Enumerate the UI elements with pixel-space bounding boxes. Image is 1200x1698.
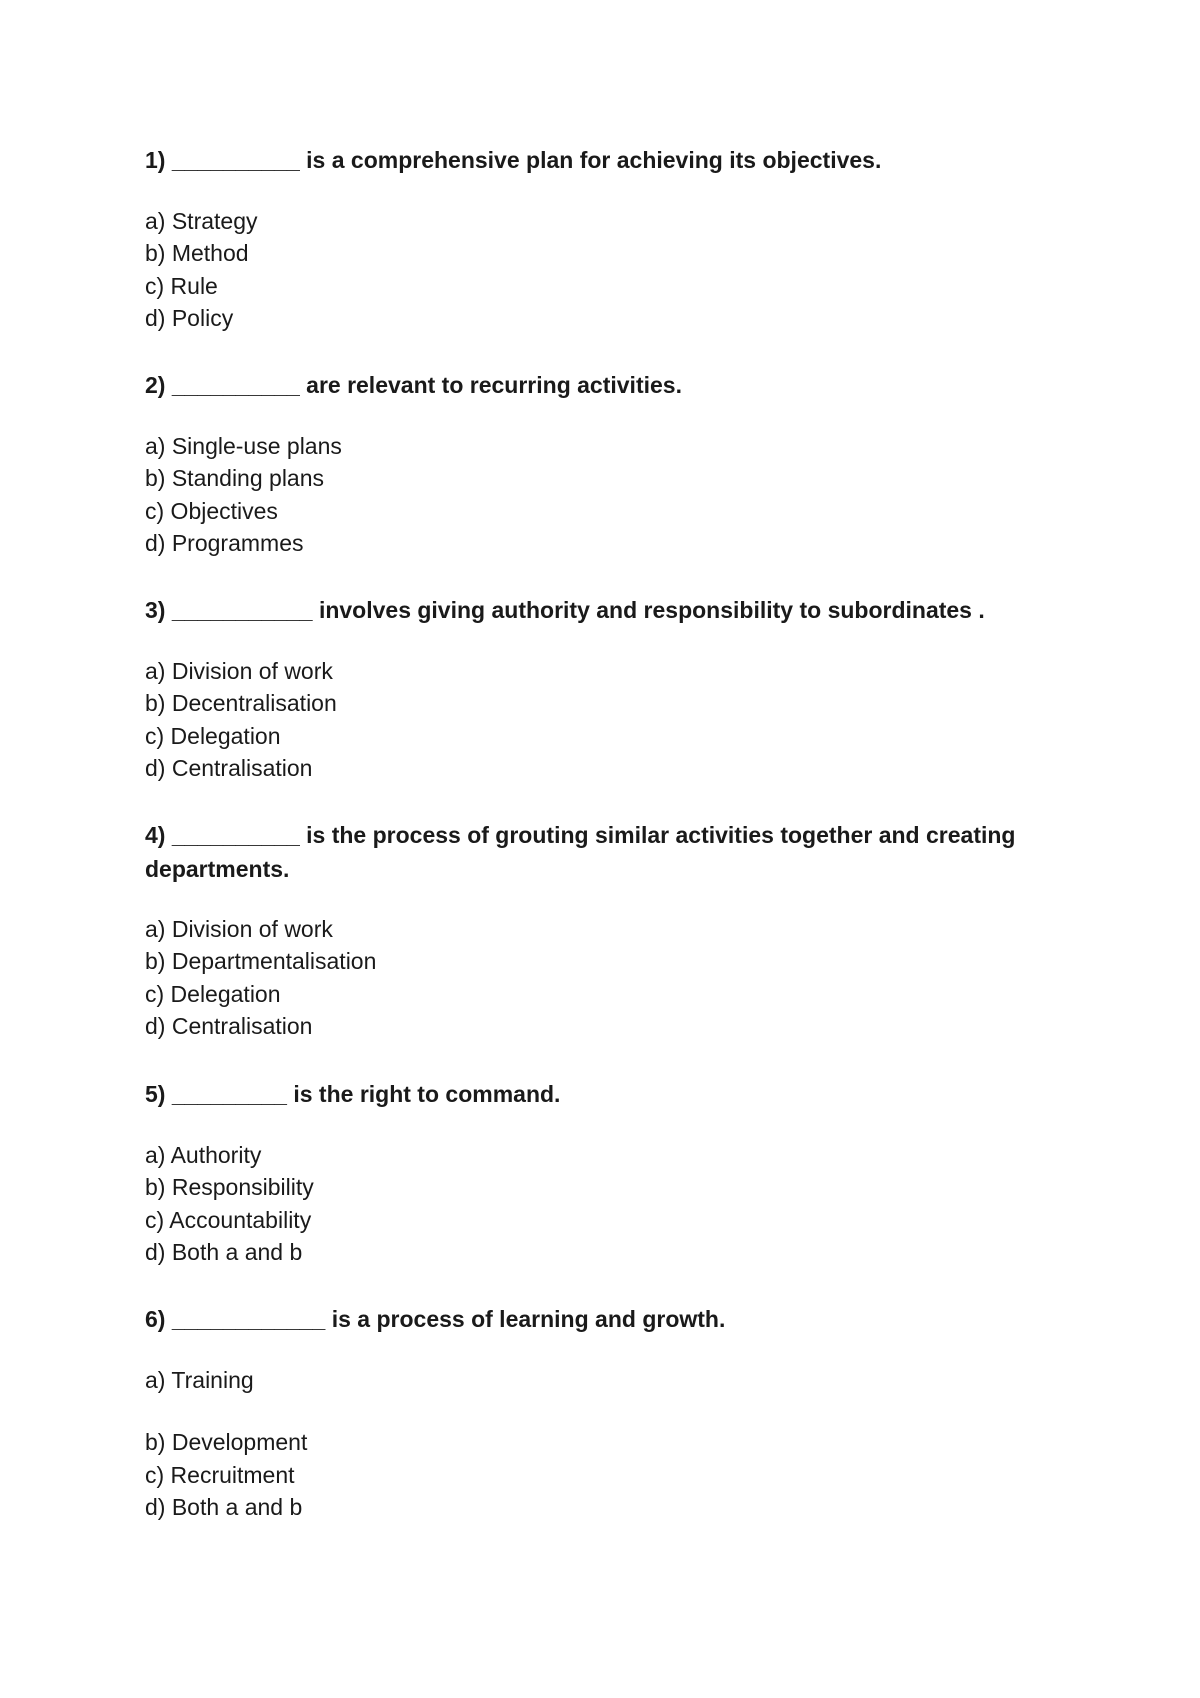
question-5: [145, 1077, 1065, 1265]
options-list: [145, 1139, 314, 1268]
option-a: a) Training: [145, 1367, 254, 1393]
options-list: [145, 205, 258, 334]
option-d: d) Centralisation: [145, 754, 313, 781]
option-a: a) Single-use plans: [145, 433, 342, 459]
option-d: d) Both a and b: [145, 1238, 303, 1265]
option-a: a) Authority: [145, 1142, 262, 1168]
option-a: a) Strategy: [145, 208, 258, 234]
option-a: a) Division of work: [145, 658, 333, 684]
question-2: [145, 368, 1065, 556]
option-a: a) Division of work: [145, 916, 333, 942]
option-b: b) Decentralisation: [145, 690, 337, 717]
options-list: [145, 913, 376, 1042]
options-list: [145, 1364, 307, 1523]
options-list: [145, 430, 342, 559]
question-text: 1) __________ is a comprehensive plan for achieving its objectives.: [145, 147, 882, 173]
option-c: c) Accountability: [145, 1206, 312, 1233]
option-b: b) Departmentalisation: [145, 948, 377, 975]
option-d: d) Policy: [145, 304, 234, 331]
question-text: 5) _________ is the right to command.: [145, 1081, 561, 1107]
question-1: [145, 143, 1065, 331]
option-d: d) Programmes: [145, 529, 304, 556]
question-text: 2) __________ are relevant to recurring activities.: [145, 372, 682, 398]
option-c: c) Objectives: [145, 497, 278, 524]
option-c: c) Delegation: [145, 722, 281, 749]
option-b: b) Responsibility: [145, 1174, 314, 1201]
question-6: [145, 1302, 1065, 1520]
option-b: b) Development: [145, 1429, 308, 1456]
options-list: [145, 655, 337, 784]
option-d: d) Centralisation: [145, 1012, 313, 1039]
option-c: c) Recruitment: [145, 1461, 295, 1488]
question-text: 6) ____________ is a process of learning and growth.: [145, 1306, 726, 1332]
question-3: [145, 593, 1065, 781]
option-b: b) Standing plans: [145, 465, 325, 492]
option-c: c) Rule: [145, 272, 218, 299]
option-d: d) Both a and b: [145, 1493, 303, 1520]
question-text: 3) ___________ involves giving authority and responsibility to subordinates .: [145, 597, 985, 623]
option-c: c) Delegation: [145, 980, 281, 1007]
option-b: b) Method: [145, 240, 249, 267]
question-text: 4) __________ is the process of grouting similar activities together and creating departments.: [145, 822, 1016, 882]
question-4: [145, 818, 1065, 1039]
